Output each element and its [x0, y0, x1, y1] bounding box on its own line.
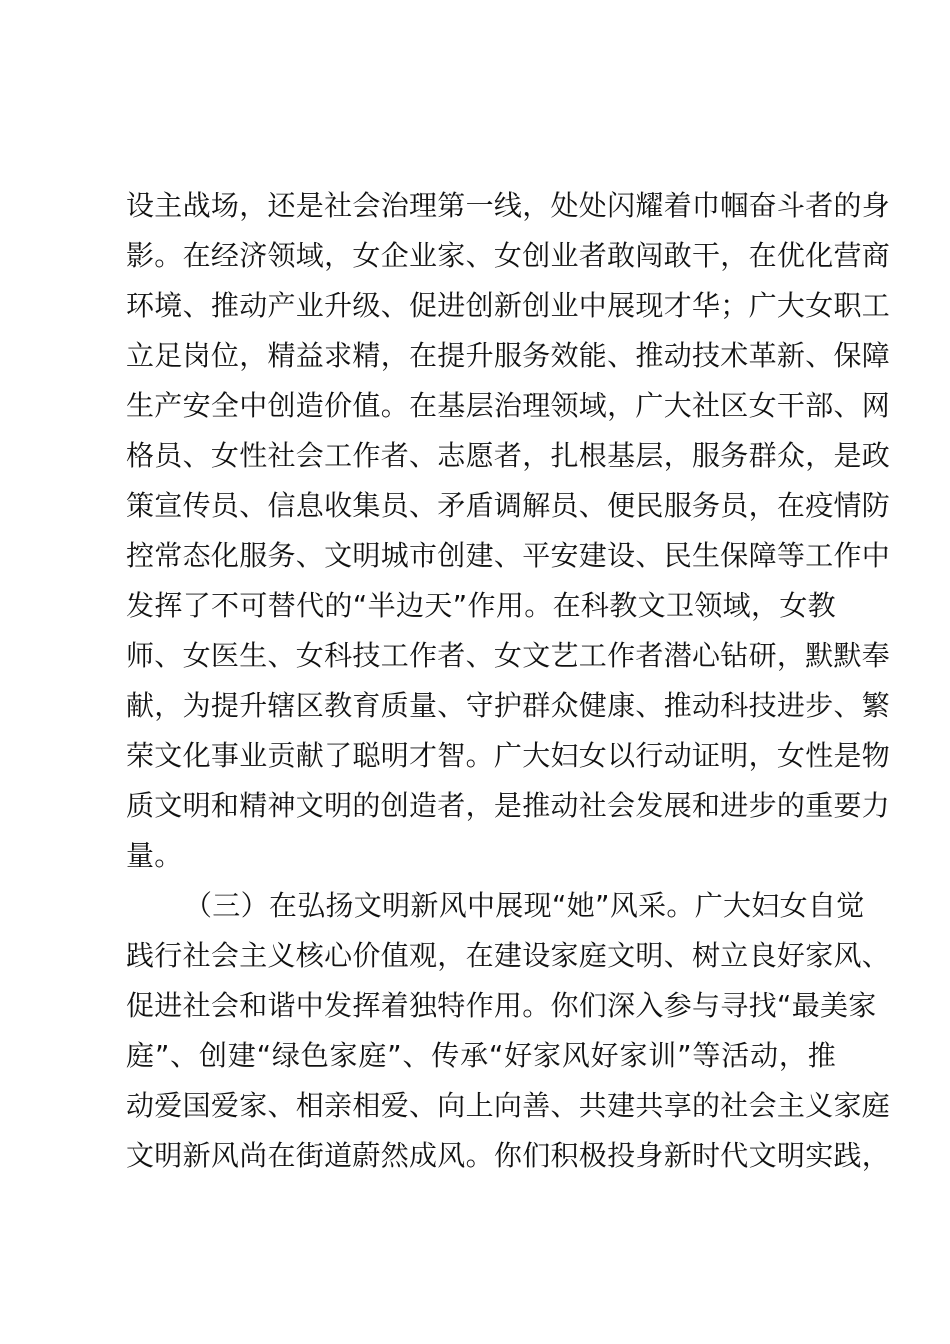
text-line: 庭”、创建“绿色家庭”、传承“好家风好家训”等活动，推: [126, 1039, 836, 1072]
paragraph-end-line: 量。: [126, 839, 183, 872]
text-line: 发挥了不可替代的“半边天”作用。在科教文卫领域，女教: [126, 589, 836, 622]
body-text: [126, 184, 891, 1184]
text-line: 促进社会和谐中发挥着独特作用。你们深入参与寻找“最美家: [126, 989, 877, 1022]
text-line: 师、女医生、女科技工作者、女文艺工作者潜心钻研，默默奉: [126, 639, 891, 672]
text-line: 质文明和精神文明的创造者，是推动社会发展和进步的重要力: [126, 789, 891, 822]
text-line: 荣文化事业贡献了聪明才智。广大妇女以行动证明，女性是物: [126, 739, 891, 772]
section-heading-line: （三）在弘扬文明新风中展现“她”风采。广大妇女自觉: [184, 889, 865, 922]
text-line: 践行社会主义核心价值观，在建设家庭文明、树立良好家风、: [126, 939, 891, 972]
text-line: 控常态化服务、文明城市创建、平安建设、民生保障等工作中: [126, 539, 891, 572]
text-line: 设主战场，还是社会治理第一线，处处闪耀着巾帼奋斗者的身: [126, 189, 891, 222]
text-line: 文明新风尚在街道蔚然成风。你们积极投身新时代文明实践，: [126, 1139, 891, 1172]
text-line: 格员、女性社会工作者、志愿者，扎根基层，服务群众，是政: [126, 439, 891, 472]
text-line: 生产安全中创造价值。在基层治理领域，广大社区女干部、网: [126, 389, 891, 422]
text-line: 献，为提升辖区教育质量、守护群众健康、推动科技进步、繁: [126, 689, 891, 722]
text-line: 环境、推动产业升级、促进创新创业中展现才华；广大女职工: [126, 289, 891, 322]
text-line: 立足岗位，精益求精，在提升服务效能、推动技术革新、保障: [126, 339, 891, 372]
text-line: 策宣传员、信息收集员、矛盾调解员、便民服务员，在疫情防: [126, 489, 891, 522]
text-line: 动爱国爱家、相亲相爱、向上向善、共建共享的社会主义家庭: [126, 1089, 891, 1122]
text-line: 影。在经济领域，女企业家、女创业者敢闯敢干，在优化营商: [126, 239, 891, 272]
